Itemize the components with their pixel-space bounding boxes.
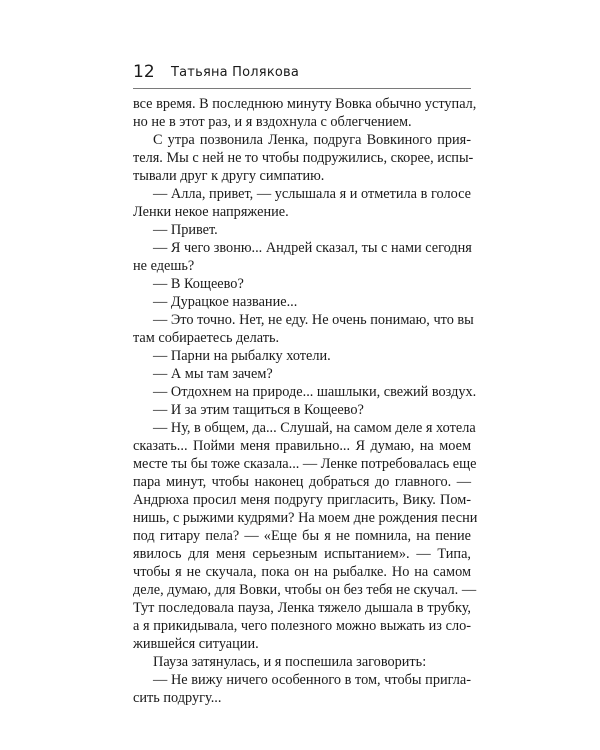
page-number: 12 bbox=[133, 62, 155, 82]
body-text bbox=[133, 95, 478, 707]
text-line: а я прикидывала, чего полезного можно выжать из сло- bbox=[133, 618, 471, 634]
text-line: — Это точно. Нет, не еду. Не очень понимаю, что вы bbox=[153, 312, 474, 328]
text-line: теля. Мы с ней не то чтобы подружились, скорее, испы- bbox=[133, 150, 474, 166]
text-line: — И за этим тащиться в Кощеево? bbox=[153, 402, 364, 418]
text-line: месте ты бы тоже сказала... — Ленке потребовалась еще bbox=[133, 456, 477, 472]
running-header bbox=[133, 62, 471, 89]
text-line: — Ну, в общем, да... Слушай, на самом деле я хотела bbox=[153, 420, 476, 436]
text-line: Тут последовала пауза, Ленка тяжело дышала в трубку, bbox=[133, 600, 471, 616]
text-line: — Не вижу ничего особенного в том, чтобы пригла- bbox=[153, 672, 471, 688]
text-line: сить подругу... bbox=[133, 690, 222, 706]
text-line: все время. В последнюю минуту Вовка обычно уступал, bbox=[133, 96, 477, 112]
text-line: Ленки некое напряжение. bbox=[133, 204, 289, 220]
text-line: жившейся ситуации. bbox=[133, 636, 259, 652]
text-line: — Отдохнем на природе... шашлыки, свежий воздух. bbox=[153, 384, 477, 400]
text-line: — Алла, привет, — услышала я и отметила в голосе bbox=[153, 186, 471, 202]
text-line: — В Кощеево? bbox=[153, 276, 244, 292]
text-line: — Привет. bbox=[153, 222, 218, 238]
author-name: Татьяна Полякова bbox=[171, 65, 300, 80]
text-line: — Парни на рыбалку хотели. bbox=[153, 348, 331, 364]
text-line: под гитару пела? — «Еще бы я не помнила, на пение bbox=[133, 528, 471, 544]
text-line: деле, думаю, для Вовки, чтобы он без тебя не скучал. — bbox=[133, 582, 477, 598]
text-line: тывали друг к другу симпатию. bbox=[133, 168, 325, 184]
text-line: но не в этот раз, и я вздохнула с облегчением. bbox=[133, 114, 412, 130]
text-line: сказать... Пойми меня правильно... Я думаю, на моем bbox=[133, 438, 471, 454]
text-line: чтобы я не скучала, пока он на рыбалке. Но на самом bbox=[133, 564, 471, 580]
text-line: — Я чего звоню... Андрей сказал, ты с нами сегодня bbox=[153, 240, 472, 256]
text-line: — Дурацкое название... bbox=[153, 294, 298, 310]
text-line: там собираетесь делать. bbox=[133, 330, 280, 346]
text-line: не едешь? bbox=[133, 258, 195, 274]
text-line: С утра позвонила Ленка, подруга Вовкиного прия- bbox=[153, 132, 471, 148]
text-line: Андрюха просил меня подругу пригласить, Вику. Пом- bbox=[133, 492, 471, 508]
text-line: нишь, с рыжими кудрями? На моем дне рождения песни bbox=[133, 510, 478, 526]
text-line: пара минут, чтобы наконец добраться до главного. — bbox=[133, 474, 471, 490]
text-line: — А мы там зачем? bbox=[153, 366, 273, 382]
text-line: Пауза затянулась, и я поспешила заговорить: bbox=[153, 654, 427, 670]
text-line: явилось для меня серьезным испытанием». — Типа, bbox=[133, 546, 471, 562]
